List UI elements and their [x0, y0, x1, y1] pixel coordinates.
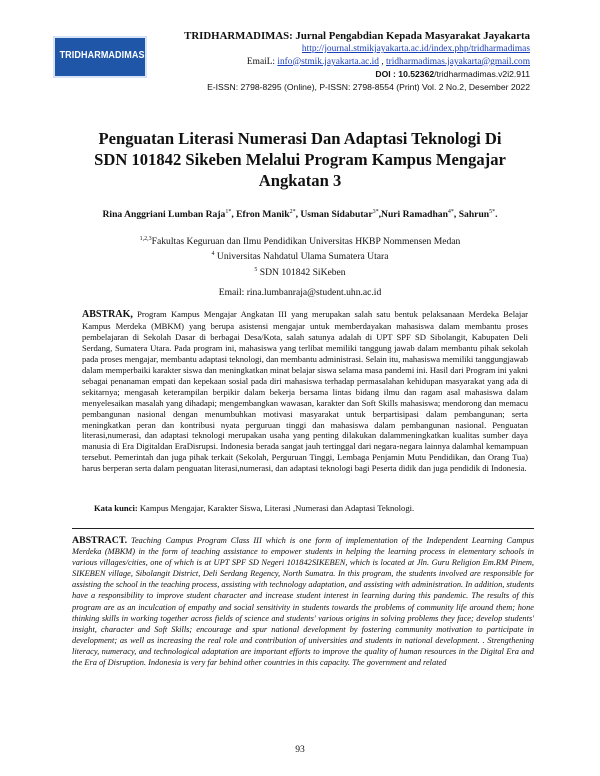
author-affiliation-mark: 5*	[489, 209, 496, 215]
title-line-3: Angkatan 3	[258, 171, 342, 190]
affiliation-mark: 1,2,3	[139, 236, 152, 242]
journal-header	[184, 30, 530, 93]
author-affiliation-mark: 2*	[289, 209, 296, 215]
abstract-body: Program Kampus Mengajar Angkatan III yang merupakan salah satu bentuk pelaksanaan Merdeka Belajar Kampus Merdeka (MBKM) yang berupa asistensi mengajar untuk memberdayakan mahasiswa dalam membantu proses pembelajaran di Sekolah Dasar di berbagai Desa/Kota, salah satunya adalah di UPT SPF SD Sibolangit, Kabupaten Deli Serdang, Sumatera Utara. Pada program ini, mahasiswa yang terlibat memiliki tanggung jawab dalam membantu pihak sekolah pada proses mengajar, membantu adaptasi teknologi, dan membantu administrasi. Selain itu, mahasiswa memiliki tanggungjawab dalam memperbaiki karakter siswa dan meningkatkan minat belajar siswa selama masa pandemi ini. Hasil dari Program ini yakni sebagai penanaman empati dan kepekaan sosial pada diri mahasiswa terhadap permasalahan kehidupan masyarakat yang ada di sekitarnya; mengasah keterampilan berpikir dalam bekerja bersama lintas bidang ilmu dan ragam asal mahasiswa dalam menyelesaikan masalah yang dihadapi; mengembangkan wawasan, karakter dan Soft Skills mahasiswa; mendorong dan memacu pembangunan nasional dengan menumbuhkan motivasi masyarakat untuk berpartisipasi dalam pembangunan; serta meningkatkan peran dan kontribusi nyata perguruan tinggi dan mahasiswa dalam pembangunan nasional. Penguatan literasi,numerasi, dan adaptasi teknologi merupakan usaha yang penting dilakukan dalammeningkatkan kualitas sumber daya manusia di Era Digitaldan EraDisrupsi. Indonesia berada sangat jauh tertinggal dari negara-negara lainnya dalamhal kemampuan tersebut. Pemerintah dan juga pihak terkait (Sekolah, Perguruan Tinggi, Lembaga Penjamin Mutu Pendidikan, dan Orang Tua) harus berperan serta dalam penguatan literasi,numerasi, dan adaptasi teknologi bagi Peserta didik dan juga pendidik di Indonesia.	[82, 309, 528, 474]
page-number: 93	[295, 744, 305, 755]
correspondence-email: Email: rina.lumbanraja@student.uhn.ac.id	[218, 287, 382, 298]
journal-title: TRIDHARMADIMAS: Jurnal Pengabdian Kepada Masyarakat Jayakarta	[184, 30, 530, 42]
journal-logo	[53, 36, 147, 78]
affiliation-text: Fakultas Keguruan dan Ilmu Pendidikan Universitas HKBP Nommensen Medan	[151, 236, 461, 248]
doi-prefix: 10.52362	[398, 69, 435, 80]
affiliation-mark: 5	[254, 266, 258, 273]
abstract-en-body: Teaching Campus Program Class III which is one form of implementation of the Independent Learning Campus Merdeka (MBKM) in the form of teaching assistance to empower students in helping the learning process in elementary schools in various villages/cities, one of which is at UPT SPF SD Negeri 101842SIKEBEN, which is located at Jln. Guru Religion Em.RM Pinem, SIKEBEN village, Sibolangit District, Deli Serdang Regency, North Sumatra. In this program, the students involved are responsible for assisting the school in the teaching process, assisting with technology adaptation, and assisting with administration. In addition, students have a responsibility to improve student character and increase student interest in learning during this pandemic. The results of this program are as an inculcation of empathy and social sensitivity in students towards the problems of community life around them; hone thinking skills in working together across fields of science and students' various origins in solving problems they face; develop students' insight, character and Soft Skills; encourage and spur national development by fostering community motivation to participate in development; as well as increasing the real role and contribution of universities and students in national development. . Strengthening literacy, numeracy, and technological adaptation are important efforts to improve the quality of human resources in the Digital Era and the Era of Disruption. Indonesia is very far behind other countries in this capacity. The government and related	[72, 536, 534, 668]
doi-label: DOI :	[375, 69, 396, 80]
issn-line: E-ISSN: 2798-8295 (Online), P-ISSN: 2798-8554 (Print) Vol. 2 No.2, Desember 2022	[207, 81, 530, 92]
keywords-text: Kampus Mengajar, Karakter Siswa, Literasi ,Numerasi dan Adaptasi Teknologi.	[137, 503, 415, 513]
paper-title	[60, 128, 540, 191]
author-list: Rina Anggriani Lumban Raja$^{1*}$, Efron Manik$^{2*}$, Usman Sidabutar$^{3*}$,Nuri Ramadhan$^{4*}$, Sahrun$^{5*}$.	[102, 209, 498, 221]
affiliation-text: SDN 101842 SiKeben	[259, 266, 346, 278]
affiliations	[60, 233, 540, 279]
journal-logo-text: TRIDHARMADIMAS	[59, 49, 145, 61]
author-name: Usman Sidabutar	[300, 209, 373, 221]
journal-url-link[interactable]: http://journal.stmikjayakarta.ac.id/index.php/tridharmadimas	[301, 44, 530, 54]
keywords-label: Kata kunci:	[94, 503, 138, 513]
author-affiliation-mark: 3*	[372, 209, 379, 215]
author-name: Nuri Ramadhan	[381, 209, 448, 221]
affiliation-mark: 4	[211, 251, 215, 258]
abstract-label: ABSTRAK,	[82, 309, 133, 320]
doi-line	[184, 68, 530, 81]
abstract-en-label: ABSTRACT.	[72, 535, 128, 546]
email-separator: ,	[381, 56, 384, 67]
author-affiliation-mark: 1*	[225, 209, 232, 215]
abstract-english	[72, 535, 534, 668]
title-line-2: SDN 101842 Sikeben Melalui Program Kampus Mengajar	[94, 150, 506, 169]
author-name: Efron Manik	[236, 209, 290, 221]
author-name: Rina Anggriani Lumban Raja	[102, 209, 226, 221]
email-link-info[interactable]: info@stmik.jayakarta.ac.id	[277, 56, 379, 67]
title-line-1: Penguatan Literasi Numerasi Dan Adaptasi Teknologi Di	[98, 129, 502, 148]
keywords	[94, 503, 524, 514]
email-label: EmaiL:	[246, 56, 276, 67]
affiliation-text: Universitas Nahdatul Ulama Sumatera Utara	[216, 251, 389, 263]
author-affiliation-mark: 4*	[447, 209, 454, 215]
abstract-indonesian	[82, 309, 528, 474]
email-link-tridharmadimas[interactable]: tridharmadimas.jayakarta@gmail.com	[386, 56, 530, 67]
section-divider	[72, 528, 534, 529]
doi-suffix: /tridharmadimas.v2i2.911	[434, 69, 530, 80]
author-name: Sahrun	[458, 209, 490, 221]
